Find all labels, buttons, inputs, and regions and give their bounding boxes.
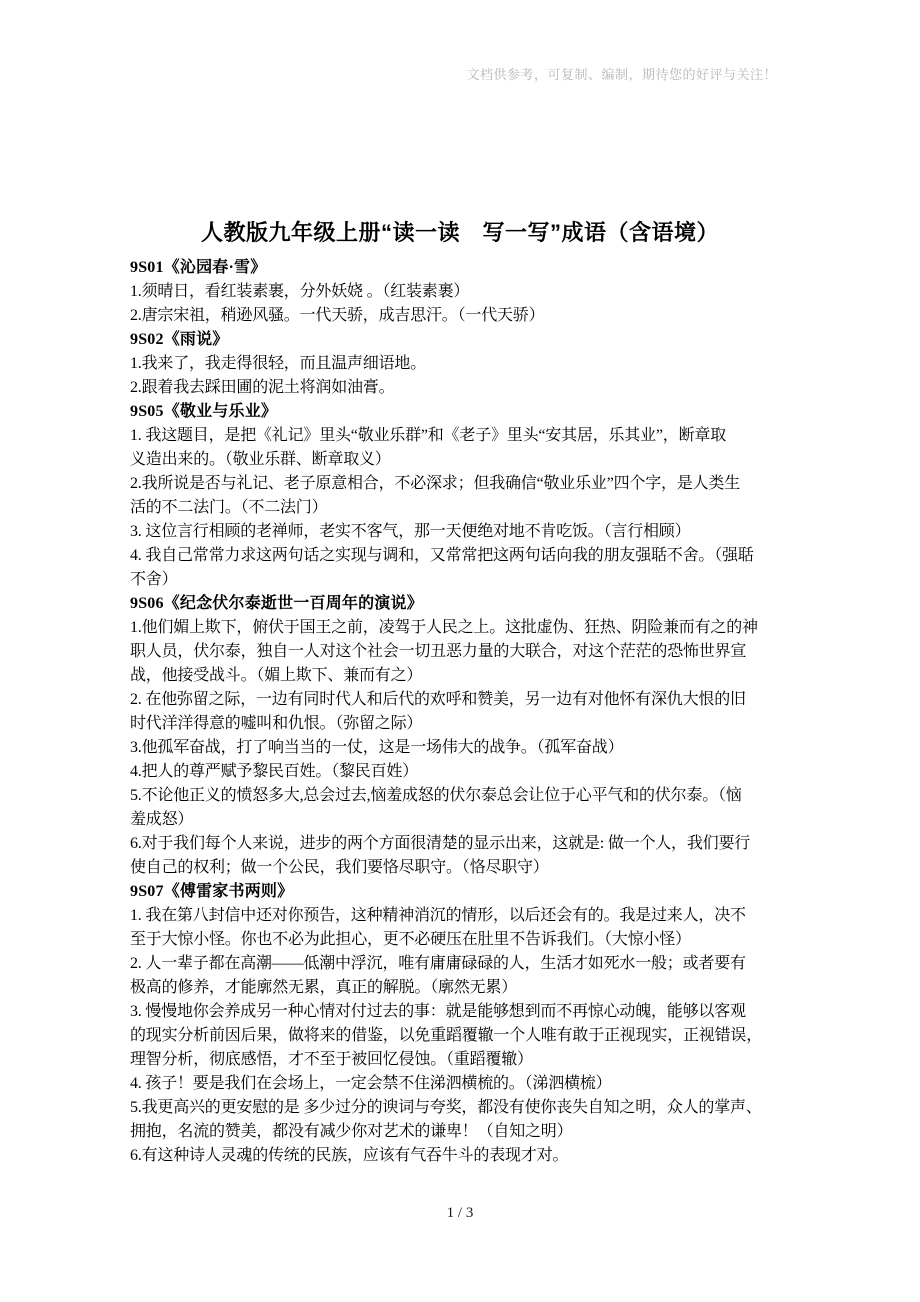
watermark-text: 文档供参考，可复制、编制，期待您的好评与关注！	[466, 67, 777, 82]
text-line: 2.我所说是否与礼记、老子原意相合，不必深求；但我确信“敬业乐业”四个字，是人类生	[130, 475, 741, 492]
text-line: 活的不二法门。（不二法门）	[130, 499, 328, 516]
document-body	[130, 256, 800, 1168]
text-line: 6.对于我们每个人来说，进步的两个方面很清楚的显示出来，这就是: 做一个人，我们要行	[130, 835, 751, 852]
text-line: 1. 我在第八封信中还对你预告，这种精神消沉的情形，以后还会有的。我是过来人，决不	[130, 907, 746, 924]
text-line: 1.我来了，我走得很轻，而且温声细语地。	[130, 355, 427, 372]
text-line: 义造出来的。（敬业乐群、断章取义）	[130, 451, 391, 468]
text-line: 9S05《敬业与乐业》	[130, 403, 278, 420]
text-line: 4. 孩子！要是我们在会场上，一定会禁不住涕泗横梳的。（涕泗横梳）	[130, 1075, 612, 1092]
document-title: 人教版九年级上册“读一读 写一写”成语（含语境）	[200, 220, 719, 245]
text-line: 拥抱，名流的赞美，都没有减少你对艺术的谦卑！（自知之明）	[130, 1123, 573, 1140]
text-line: 1.他们媚上欺下，俯伏于国王之前，凌驾于人民之上。这批虚伪、狂热、阴险兼而有之的神	[130, 619, 758, 636]
text-line: 3. 慢慢地你会养成另一种心情对付过去的事：就是能够想到而不再惊心动魄，能够以客观	[130, 1003, 746, 1020]
text-line: 2. 人一辈子都在高潮——低潮中浮沉，唯有庸庸碌碌的人，生活才如死水一般；或者要有	[130, 955, 746, 972]
text-line: 6.有这种诗人灵魂的传统的民族，应该有气吞牛斗的表现才对。	[130, 1147, 569, 1164]
text-line: 2.唐宗宋祖，稍逊风骚。一代天骄，成吉思汗。（一代天骄）	[130, 307, 545, 324]
text-line: 极高的修养，才能廓然无累，真正的解脱。（廓然无累）	[130, 979, 518, 996]
text-line: 9S02《雨说》	[130, 331, 229, 348]
text-line: 4. 我自己常常力求这两句话之实现与调和，又常常把这两句话向我的朋友强聒不舍。（强聒	[130, 547, 754, 564]
text-line: 2. 在他弥留之际，一边有同时代人和后代的欢呼和赞美，另一边有对他怀有深仇大恨的旧	[130, 691, 746, 708]
text-line: 的现实分析前因后果，做将来的借鉴，以免重蹈覆辙一个人唯有敢于正视现实，正视错误，	[130, 1027, 763, 1044]
text-line: 5.我更高兴的更安慰的是 多少过分的谀词与夸奖，都没有使你丧失自知之明，众人的掌声、	[130, 1099, 762, 1116]
text-line: 1.须晴日，看红装素裹，分外妖娆 。（红装素裹）	[130, 283, 470, 300]
text-line: 至于大惊小怪。你也不必为此担心，更不必硬压在肚里不告诉我们。（大惊小怪）	[130, 931, 691, 948]
text-line: 不舍）	[130, 571, 178, 588]
text-line: 羞成怒）	[130, 811, 194, 828]
text-line: 9S07《傅雷家书两则》	[130, 883, 294, 900]
text-line: 3. 这位言行相顾的老禅师，老实不客气，那一天便绝对地不肯吃饭。（言行相顾）	[130, 523, 691, 540]
text-line: 战，他接受战斗。（媚上欺下、兼而有之）	[130, 667, 423, 684]
text-line: 职人员，伏尔泰，独自一人对这个社会一切丑恶力量的大联合，对这个茫茫的恐怖世界宣	[130, 643, 747, 660]
text-line: 4.把人的尊严赋予黎民百姓。（黎民百姓）	[130, 763, 419, 780]
text-line: 5.不论他正义的愤怒多大,总会过去,恼羞成怒的伏尔泰总会让位于心平气和的伏尔泰。（恼	[130, 787, 742, 804]
text-line: 理智分析，彻底感悟，才不至于被回忆侵蚀。（重蹈覆辙）	[130, 1051, 533, 1068]
text-line: 9S01《沁园春·雪》	[130, 259, 267, 276]
text-line: 9S06《纪念伏尔泰逝世一百周年的演说》	[130, 595, 423, 612]
text-line: 1. 我这题目，是把《礼记》里头“敬业乐群”和《老子》里头“安其居，乐其业”，断章取	[130, 427, 727, 444]
text-line: 使自己的权利；做一个公民，我们要恪尽职守。（恪尽职守）	[130, 859, 549, 876]
page-number: 1 / 3	[446, 1205, 474, 1221]
text-line: 2.跟着我去踩田圃的泥土将润如油膏。	[130, 379, 395, 396]
text-line: 3.他孤军奋战，打了响当当的一仗，这是一场伟大的战争。（孤军奋战）	[130, 739, 624, 756]
text-line: 时代洋洋得意的嘘叫和仇恨。（弥留之际）	[130, 715, 423, 732]
